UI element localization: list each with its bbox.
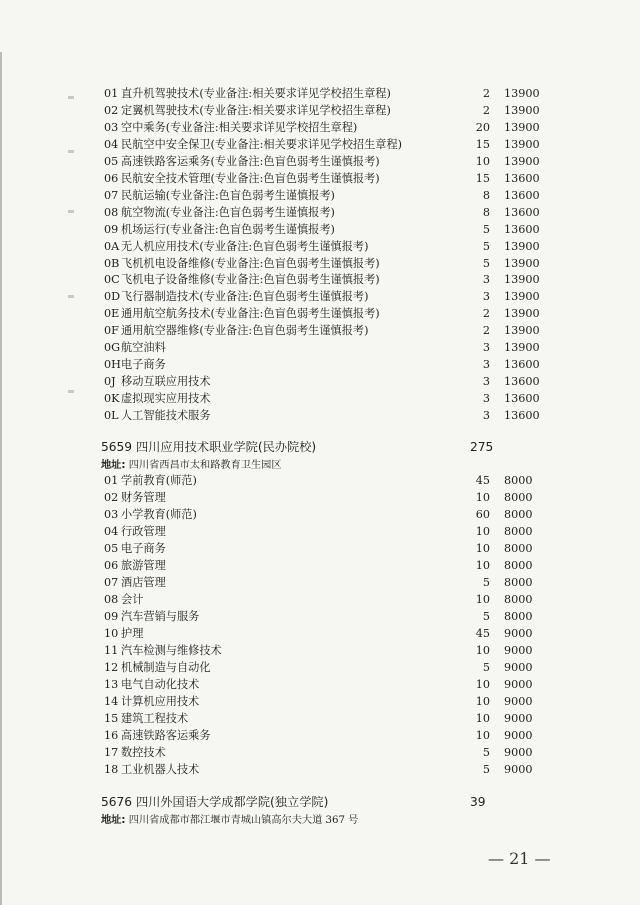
program-count: 3: [482, 392, 490, 406]
program-code: 14: [104, 695, 119, 708]
program-fee: 13600: [504, 171, 540, 185]
program-code: 06: [104, 171, 119, 185]
program-code: 17: [104, 746, 119, 759]
program-name: 无人机应用技术(专业备注:色盲色弱考生谨慎报考): [121, 239, 369, 253]
program-name: 民航安全技术管理(专业备注:色盲色弱考生谨慎报考): [121, 171, 380, 185]
program-fee: 9000: [504, 661, 533, 674]
program-fee: 13900: [504, 120, 540, 134]
program-name: 移动互联应用技术: [121, 375, 211, 389]
program-fee: 9000: [504, 729, 533, 742]
program-count: 2: [482, 87, 490, 100]
program-code: 09: [104, 610, 119, 623]
program-fee: 13900: [504, 239, 540, 253]
program-fee: 8000: [504, 559, 533, 572]
program-code: 13: [104, 678, 119, 691]
program-row: [0, 710, 640, 727]
page-number: — 21 —: [488, 849, 551, 868]
program-name: 机械制造与自动化: [121, 661, 211, 674]
program-name: 民航运输(专业备注:色盲色弱考生谨慎报考): [121, 188, 335, 202]
school-name: 四川外国语大学成都学院(独立学院): [136, 795, 329, 809]
address-text: 四川省成都市都江堰市青城山镇高尔夫大道 367 号: [128, 815, 359, 826]
program-fee: 13600: [504, 188, 540, 202]
program-row: [0, 744, 640, 761]
program-count: 10: [475, 695, 490, 708]
program-code: 0C: [104, 273, 120, 287]
program-name: 电子商务: [121, 542, 166, 555]
program-code: 18: [104, 763, 119, 776]
program-name: 高速铁路客运乘务: [121, 729, 211, 742]
program-count: 10: [475, 542, 490, 555]
program-code: 01: [104, 87, 119, 100]
program-fee: 9000: [504, 644, 533, 657]
program-name: 飞行器制造技术(专业备注:色盲色弱考生谨慎报考): [121, 290, 369, 304]
program-row: [0, 255, 640, 272]
program-code: 02: [104, 103, 119, 117]
program-row: [0, 608, 640, 625]
school-name: 四川应用技术职业学院(民办院校): [136, 440, 317, 454]
program-name: 高速铁路客运乘务(专业备注:色盲色弱考生谨慎报考): [121, 154, 380, 168]
program-count: 5: [482, 763, 490, 776]
program-count: 15: [475, 171, 490, 185]
program-count: 8: [482, 205, 490, 219]
program-code: 08: [104, 205, 119, 219]
program-row: [0, 557, 640, 574]
program-count: 5: [482, 661, 490, 674]
program-name: 航空油料: [121, 341, 166, 355]
program-fee: 13600: [504, 409, 540, 423]
program-name: 飞机电子设备维修(专业备注:色盲色弱考生谨慎报考): [121, 273, 380, 287]
program-row: [0, 574, 640, 591]
program-code: 07: [104, 188, 119, 202]
program-row: [0, 322, 640, 339]
program-code: 0G: [104, 341, 121, 355]
program-code: 16: [104, 729, 119, 742]
program-fee: 13900: [504, 256, 540, 270]
school-header-5659: [0, 437, 640, 457]
program-code: 02: [104, 491, 119, 504]
program-name: 汽车检测与维修技术: [121, 644, 222, 657]
program-row: [0, 523, 640, 540]
program-row: [0, 625, 640, 642]
program-name: 汽车营销与服务: [121, 610, 200, 623]
address-label: 地址:: [101, 460, 126, 471]
program-fee: 13900: [504, 137, 540, 151]
program-count: 2: [482, 307, 490, 321]
program-row: [0, 271, 640, 288]
program-code: 04: [104, 525, 119, 538]
program-fee: 8000: [504, 610, 533, 623]
program-row: [0, 204, 640, 221]
program-row: [0, 373, 640, 390]
program-count: 3: [482, 375, 490, 389]
program-code: 09: [104, 222, 119, 236]
program-code: 0H: [104, 358, 121, 372]
program-code: 05: [104, 542, 119, 555]
program-name: 护理: [121, 627, 144, 640]
program-count: 10: [475, 644, 490, 657]
program-row: [0, 727, 640, 744]
program-count: 5: [482, 746, 490, 759]
school-enrollment-count: 275: [470, 440, 494, 454]
program-code: 11: [104, 644, 119, 657]
program-code: 0F: [104, 324, 119, 338]
program-count: 45: [475, 627, 490, 640]
program-code: 10: [104, 627, 119, 640]
program-code: 05: [104, 154, 119, 168]
program-count: 10: [475, 559, 490, 572]
program-count: 3: [482, 358, 490, 372]
program-fee: 8000: [504, 474, 533, 487]
program-fee: 8000: [504, 542, 533, 555]
program-code: 08: [104, 593, 119, 606]
program-code: 07: [104, 576, 119, 589]
program-name: 旅游管理: [121, 559, 166, 572]
program-fee: 13600: [504, 392, 540, 406]
program-fee: 9000: [504, 712, 533, 725]
program-fee: 9000: [504, 627, 533, 640]
program-count: 5: [482, 610, 490, 623]
program-fee: 13900: [504, 307, 540, 321]
program-row: [0, 119, 640, 136]
program-code: 0B: [104, 256, 120, 270]
program-fee: 13900: [504, 87, 540, 100]
program-count: 15: [475, 137, 490, 151]
program-name: 飞机机电设备维修(专业备注:色盲色弱考生谨慎报考): [121, 256, 380, 270]
program-fee: 13900: [504, 290, 540, 304]
program-count: 5: [482, 222, 490, 236]
program-count: 10: [475, 729, 490, 742]
program-count: 5: [482, 576, 490, 589]
program-row: [0, 288, 640, 305]
program-code: 0A: [104, 239, 120, 253]
program-fee: 9000: [504, 746, 533, 759]
program-code: 0D: [104, 290, 121, 304]
program-name: 酒店管理: [121, 576, 166, 589]
program-name: 电子商务: [121, 358, 166, 372]
program-code: 0L: [104, 409, 119, 423]
program-fee: 13600: [504, 205, 540, 219]
address-label: 地址:: [101, 815, 126, 826]
program-name: 航空物流(专业备注:色盲色弱考生谨慎报考): [121, 205, 335, 219]
program-fee: 13900: [504, 273, 540, 287]
program-row: [0, 390, 640, 407]
program-fee: 9000: [504, 695, 533, 708]
program-name: 小学教育(师范): [121, 508, 197, 521]
program-row: [0, 102, 640, 119]
program-row: [0, 659, 640, 676]
program-name: 学前教育(师范): [121, 474, 197, 487]
program-count: 3: [482, 409, 490, 423]
program-row: [0, 153, 640, 170]
program-row: [0, 407, 640, 424]
program-row: [0, 761, 640, 778]
program-row: [0, 676, 640, 693]
program-fee: 9000: [504, 763, 533, 776]
program-count: 8: [482, 188, 490, 202]
program-row: [0, 85, 640, 102]
program-count: 2: [482, 324, 490, 338]
program-count: 10: [475, 712, 490, 725]
program-name: 行政管理: [121, 525, 166, 538]
program-code: 01: [104, 474, 119, 487]
program-fee: 13900: [504, 154, 540, 168]
school-code: 5659: [101, 440, 133, 454]
program-fee: 13900: [504, 341, 540, 355]
program-count: 2: [482, 103, 490, 117]
program-code: 03: [104, 508, 119, 521]
program-code: 12: [104, 661, 119, 674]
program-name: 机场运行(专业备注:色盲色弱考生谨慎报考): [121, 222, 335, 236]
program-code: 0E: [104, 307, 120, 321]
school-header-5676: [0, 792, 640, 812]
program-row: [0, 489, 640, 506]
program-name: 民航空中安全保卫(专业备注:相关要求详见学校招生章程): [121, 137, 402, 151]
program-fee: 8000: [504, 576, 533, 589]
program-code: 06: [104, 559, 119, 572]
program-row: [0, 540, 640, 557]
program-row: [0, 187, 640, 204]
program-fee: 13900: [504, 103, 540, 117]
program-fee: 13600: [504, 222, 540, 236]
program-count: 10: [475, 593, 490, 606]
program-name: 虚拟现实应用技术: [121, 392, 211, 406]
program-count: 10: [475, 678, 490, 691]
program-count: 5: [482, 239, 490, 253]
program-name: 通用航空器维修(专业备注:色盲色弱考生谨慎报考): [121, 324, 369, 338]
program-fee: 13900: [504, 324, 540, 338]
program-row: [0, 170, 640, 187]
program-row: [0, 642, 640, 659]
program-row: [0, 591, 640, 608]
program-code: 04: [104, 137, 119, 151]
program-row: [0, 136, 640, 153]
program-count: 3: [482, 290, 490, 304]
program-count: 10: [475, 154, 490, 168]
address-text: 四川省西昌市太和路教育卫生园区: [128, 460, 282, 471]
program-count: 60: [475, 508, 490, 521]
program-count: 3: [482, 273, 490, 287]
program-row: [0, 339, 640, 356]
program-code: 0J: [104, 375, 116, 389]
program-code: 03: [104, 120, 119, 134]
program-name: 通用航空航务技术(专业备注:色盲色弱考生谨慎报考): [121, 307, 380, 321]
program-count: 3: [482, 341, 490, 355]
program-name: 定翼机驾驶技术(专业备注:相关要求详见学校招生章程): [121, 103, 391, 117]
program-name: 会计: [121, 593, 144, 606]
program-fee: 9000: [504, 678, 533, 691]
school-enrollment-count: 39: [470, 795, 486, 809]
program-count: 45: [475, 474, 490, 487]
program-count: 20: [475, 120, 490, 134]
program-fee: 13600: [504, 358, 540, 372]
program-fee: 8000: [504, 508, 533, 521]
program-row: [0, 305, 640, 322]
program-row: [0, 238, 640, 255]
program-fee: 13600: [504, 375, 540, 389]
school-code: 5676: [101, 795, 133, 809]
program-fee: 8000: [504, 525, 533, 538]
program-name: 数控技术: [121, 746, 166, 759]
program-fee: 8000: [504, 491, 533, 504]
program-count: 10: [475, 491, 490, 504]
program-count: 5: [482, 256, 490, 270]
program-name: 空中乘务(专业备注:相关要求详见学校招生章程): [121, 120, 358, 134]
program-name: 财务管理: [121, 491, 166, 504]
program-count: 10: [475, 525, 490, 538]
program-name: 人工智能技术服务: [121, 409, 211, 423]
program-name: 电气自动化技术: [121, 678, 200, 691]
school-address-5676: [101, 813, 358, 829]
program-code: 15: [104, 712, 119, 725]
program-name: 工业机器人技术: [121, 763, 200, 776]
program-row: [0, 693, 640, 710]
program-name: 计算机应用技术: [121, 695, 200, 708]
program-row: [0, 221, 640, 238]
program-name: 建筑工程技术: [121, 712, 189, 725]
program-row: [0, 472, 640, 489]
program-row: [0, 356, 640, 373]
program-row: [0, 506, 640, 523]
program-name: 直升机驾驶技术(专业备注:相关要求详见学校招生章程): [121, 87, 391, 100]
program-code: 0K: [104, 392, 120, 406]
program-fee: 8000: [504, 593, 533, 606]
